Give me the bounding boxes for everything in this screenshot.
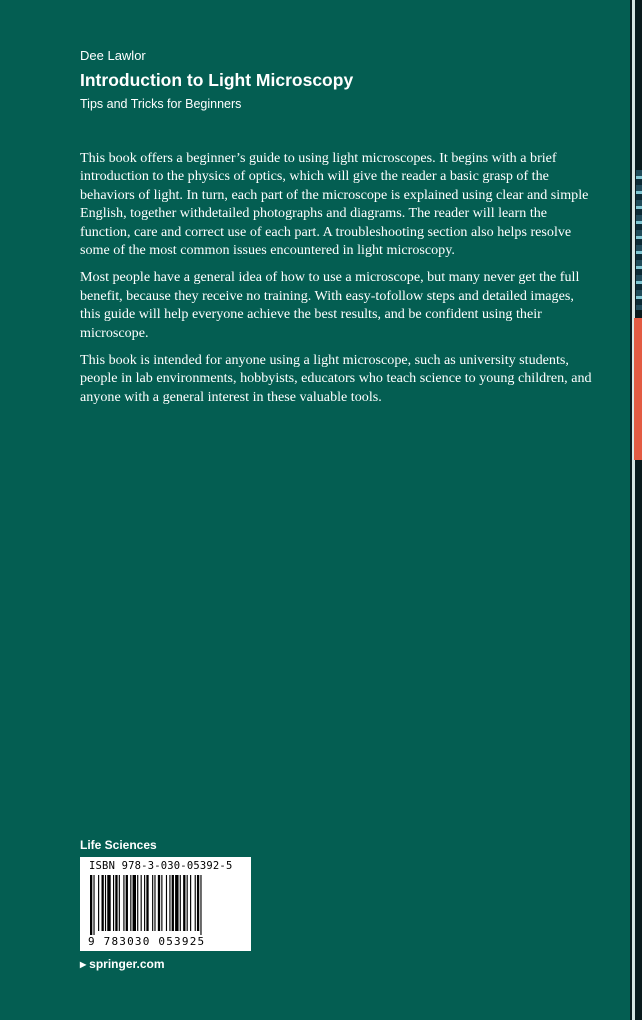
- spine-accent-band: [634, 318, 642, 460]
- barcode-bar: [183, 875, 185, 931]
- book-subtitle: Tips and Tricks for Beginners: [80, 97, 242, 111]
- isbn-label: ISBN 978-3-030-05392-5: [89, 860, 233, 872]
- blurb: [80, 149, 592, 415]
- barcode-bar: [141, 875, 142, 931]
- barcode-bar: [133, 875, 136, 931]
- barcode-bar: [137, 875, 138, 931]
- barcode-bar: [93, 875, 94, 935]
- barcode-bar: [154, 875, 155, 931]
- barcode-bar: [158, 875, 160, 931]
- publisher-link[interactable]: [80, 957, 165, 971]
- publisher-link-label: springer.com: [89, 957, 165, 971]
- barcode-digits: 9 783030 053925: [88, 935, 206, 948]
- barcode-bar: [126, 875, 128, 931]
- barcode-bar: [190, 875, 191, 931]
- barcode-bar: [152, 875, 153, 931]
- barcode-bar: [90, 875, 92, 935]
- barcode-bar: [130, 875, 131, 931]
- spine-edge-highlight: [632, 0, 635, 1020]
- barcode-bar: [119, 875, 120, 931]
- barcode-bar: [169, 875, 170, 931]
- barcode-bar: [200, 875, 201, 935]
- book-title: Introduction to Light Microscopy: [80, 70, 354, 90]
- barcode-box: [80, 857, 251, 951]
- barcode-bar: [175, 875, 178, 931]
- triangle-right-icon: ▶: [80, 960, 87, 969]
- barcode-bar: [107, 875, 110, 931]
- author-name: Dee Lawlor: [80, 48, 146, 63]
- barcode-bar: [144, 875, 145, 931]
- barcode-bar: [98, 875, 99, 931]
- barcode-bar: [161, 875, 162, 931]
- barcode-bar: [197, 875, 199, 931]
- barcode-bar: [113, 875, 114, 931]
- subject-category: Life Sciences: [80, 838, 157, 852]
- spine-cell-image: [636, 170, 642, 310]
- barcode-bar: [115, 875, 117, 931]
- barcode-bar: [172, 875, 174, 931]
- barcode-bars: [90, 875, 242, 935]
- blurb-paragraph: This book is intended for anyone using a light microscope, such as university students, people in lab environments, hobbyists, educators who teach science to young children, and anyone with a general interest in these valuable tools.: [80, 352, 592, 405]
- blurb-paragraph: Most people have a general idea of how to use a microscope, but many never get the full benefit, because they receive no training. With easy-tofollow steps and detailed images, this guide will help everyone achieve the best results, and be confident using their microscope.: [80, 269, 580, 341]
- barcode-bar: [180, 875, 181, 931]
- blurb-paragraph: This book offers a beginner’s guide to using light microscopes. It begins with a brief introduction to the physics of optics, which will give the reader a basic grasp of the behaviors of light. In turn, each part of the microscope is explained using clear and simple English, together withdetailed photographs and diagrams. The reader will learn the function, care and correct use of each part. A troubleshooting section also helps resolve some of the most common issues encountered in light microscopy.: [80, 150, 589, 259]
- barcode-bar: [102, 875, 104, 931]
- barcode-bar: [123, 875, 124, 931]
- barcode-bar: [146, 875, 148, 931]
- barcode-bar: [187, 875, 188, 931]
- barcode-bar: [166, 875, 167, 931]
- barcode-bar: [195, 875, 196, 931]
- barcode-bar: [105, 875, 106, 931]
